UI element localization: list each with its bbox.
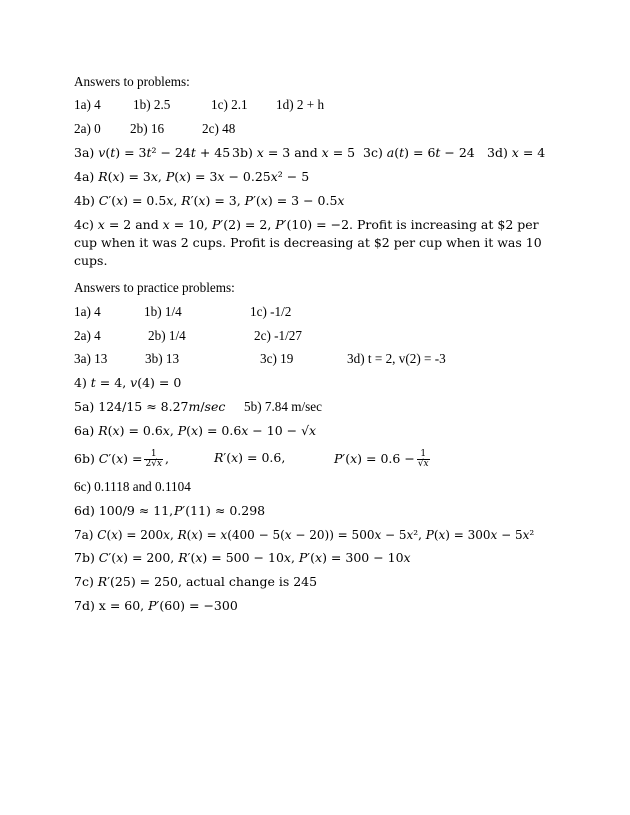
practice-6b-cprime: 6b) 𝐶′(𝑥) = [74,451,143,466]
practice-5a: 5a) 124/15 ≈ 8.27𝑚/𝑠𝑒𝑐 [74,399,226,414]
practice-7d: 7d) x = 60, 𝑃′(60) = −300 [74,598,238,613]
practice-6b-comma: , [165,451,169,466]
answer-3c: 3c) 𝑎(𝑡) = 6𝑡 − 24 [363,145,475,160]
practice-5b: 5b) 7.84 m/sec [244,399,323,414]
section1-heading: Answers to problems: [74,74,190,89]
practice-3c: 3c) 19 [260,351,294,366]
practice-6b-part-a [74,450,169,469]
practice-1b: 1b) 1/4 [144,304,182,319]
answer-2a: 2a) 0 [74,121,101,136]
section2-heading: Answers to practice problems: [74,280,235,295]
fraction-denominator: 2√𝑥 [145,459,163,469]
practice-6b-pprime: 𝑃′(𝑥) = 0.6 − [334,451,415,466]
fraction-1-over-sqrt-x [417,450,430,469]
practice-6b-rprime: 𝑅′(𝑥) = 0.6, [214,450,286,465]
practice-6a: 6a) 𝑅(𝑥) = 0.6𝑥, 𝑃(𝑥) = 0.6𝑥 − 10 − √𝑥 [74,423,317,438]
answer-3b: 3b) 𝑥 = 3 and 𝑥 = 5 [232,145,356,160]
answer-1c: 1c) 2.1 [211,97,248,112]
practice-7a: 7a) 𝐶(𝑥) = 200𝑥, 𝑅(𝑥) = 𝑥(400 − 5(𝑥 − 20)) = 500𝑥 − 5𝑥², 𝑃(𝑥) = 300𝑥 − 5𝑥² [74,528,535,542]
practice-3a: 3a) 13 [74,351,108,366]
practice-6b-part-c [334,450,432,469]
practice-7b: 7b) 𝐶′(𝑥) = 200, 𝑅′(𝑥) = 500 − 10𝑥, 𝑃′(𝑥) = 300 − 10𝑥 [74,550,411,565]
practice-3b: 3b) 13 [145,351,180,366]
answer-3d: 3d) 𝑥 = 4 [487,145,546,160]
practice-1c: 1c) -1/2 [250,304,292,319]
fraction-numerator: 1 [144,450,163,460]
fraction-1-over-2-sqrt-x [144,450,163,469]
answer-2b: 2b) 16 [130,121,165,136]
answer-4b: 4b) 𝐶′(𝑥) = 0.5𝑥, 𝑅′(𝑥) = 3, 𝑃′(𝑥) = 3 − 0.5𝑥 [74,193,345,208]
fraction-numerator: 1 [417,450,430,460]
practice-6d-b: 𝑃′(11) ≈ 0.298 [174,503,266,518]
practice-6c: 6c) 0.1118 and 0.1104 [74,479,191,494]
practice-3d: 3d) t = 2, v(2) = -3 [347,351,446,366]
answer-4a: 4a) 𝑅(𝑥) = 3𝑥, 𝑃(𝑥) = 3𝑥 − 0.25𝑥² − 5 [74,169,310,184]
practice-1a: 1a) 4 [74,304,101,319]
practice-7c: 7c) 𝑅′(25) = 250, actual change is 245 [74,574,318,589]
answer-4c: 4c) 𝑥 = 2 and 𝑥 = 10, 𝑃′(2) = 2, 𝑃′(10) = −2. Profit is increasing at $2 per cup when it was 2 cups. Profit is decreasing at $2 per cup when it was 10 cups. [74,217,542,268]
fraction-denominator: √𝑥 [417,459,429,469]
answer-1a: 1a) 4 [74,97,101,112]
practice-6d-a: 6d) 100/9 ≈ 11, [74,503,174,518]
answer-3a: 3a) 𝑣(𝑡) = 3𝑡² − 24𝑡 + 45 [74,145,231,160]
practice-2a: 2a) 4 [74,328,101,343]
answer-1b: 1b) 2.5 [133,97,171,112]
answer-2c: 2c) 48 [202,121,236,136]
practice-2c: 2c) -1/27 [254,328,302,343]
answer-1d: 1d) 2 + h [276,97,325,112]
practice-4: 4) 𝑡 = 4, 𝑣(4) = 0 [74,375,182,390]
practice-2b: 2b) 1/4 [148,328,186,343]
